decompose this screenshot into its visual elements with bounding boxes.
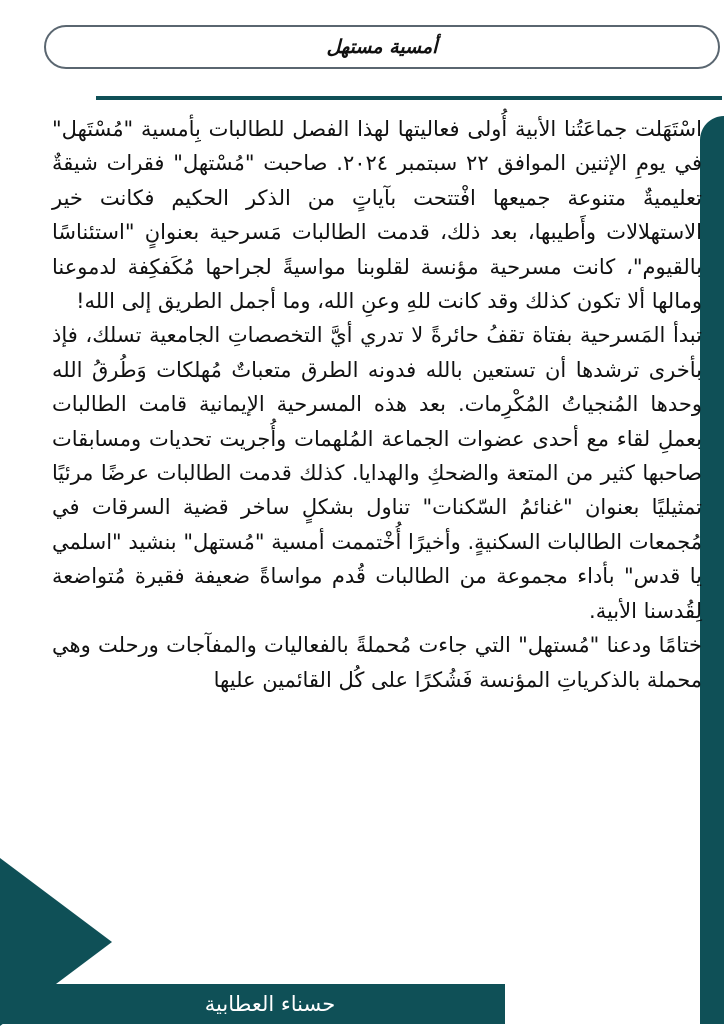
article-body	[52, 112, 702, 697]
article-paragraph: تبدأ المَسرحية بفتاة تقفُ حائرةً لا تدري أيَّ التخصصاتِ الجامعية تسلك، فإذ بأخرى ترشدها أن تستعين بالله فدونه الطرق متعباتٌ مُهلكات وَطُرقُ الله وحدها المُنجياتُ المُكْرِمات. بعد هذه المسرحية الإيمانية قامت الطالبات بعملِ لقاء مع أحدى عضوات الجماعة المُلهمات وأُجريت تحديات ومسابقات صاحبها كثير من المتعة والضحكِ والهدايا. كذلك قدمت الطالبات عرضًا مرئيًا تمثيليًا بعنوان "غنائمُ السّكنات" تناول بشكلٍ ساخر قضية السرقات في مُجمعات الطالبات السكنيةٍ. وأخيرًا أُخْتممت أمسية "مُستهل" بنشيد "اسلمي يا قدس" بأداء مجموعة من الطالبات قُدم مواساةً ضعيفة فقيرة مُتواضعة لِقُدسنا الأبية.	[52, 323, 702, 623]
author-name: حسناء العطابية	[204, 992, 336, 1016]
article-paragraph: ختامًا ودعنا "مُستهل" التي جاءت مُحملةً بالفعاليات والمفآجات ورحلت وهي محملة بالذكرياتِ المؤنسة فَشُكرًا على كُل القائمين عليها	[52, 633, 702, 692]
article-paragraph: اسْتَهَلت جماعَتُنا الأبية أُولى فعاليتها لهذا الفصل للطالبات بِأمسية "مُسْتَهل" في يومِ الإثنين الموافق ٢٢ سبتمبر ٢٠٢٤. صاحبت "مُسْتهل" فقرات شيقةٌ تعليميةٌ متنوعة جميعها افْتتحت بآياتٍ من الذكر الحكيم فكانت خير الاستهلالات وأَطيبها، بعد ذلك، قدمت الطالبات مَسرحية بعنوانٍ "استئناسًا بالقيوم"، كانت مسرحية مؤنسة لقلوبنا مواسيةً لجراحها مُكَفكِفة لدموعنا ومالها ألا تكون كذلك وقد كانت للهِ وعنِ الله، وما أجمل الطريق إلى الله!	[52, 117, 702, 314]
page-title: أمسية مستهل	[326, 36, 438, 58]
header-rule	[96, 96, 722, 100]
right-decorative-band	[700, 116, 724, 1024]
title-box	[44, 25, 720, 69]
